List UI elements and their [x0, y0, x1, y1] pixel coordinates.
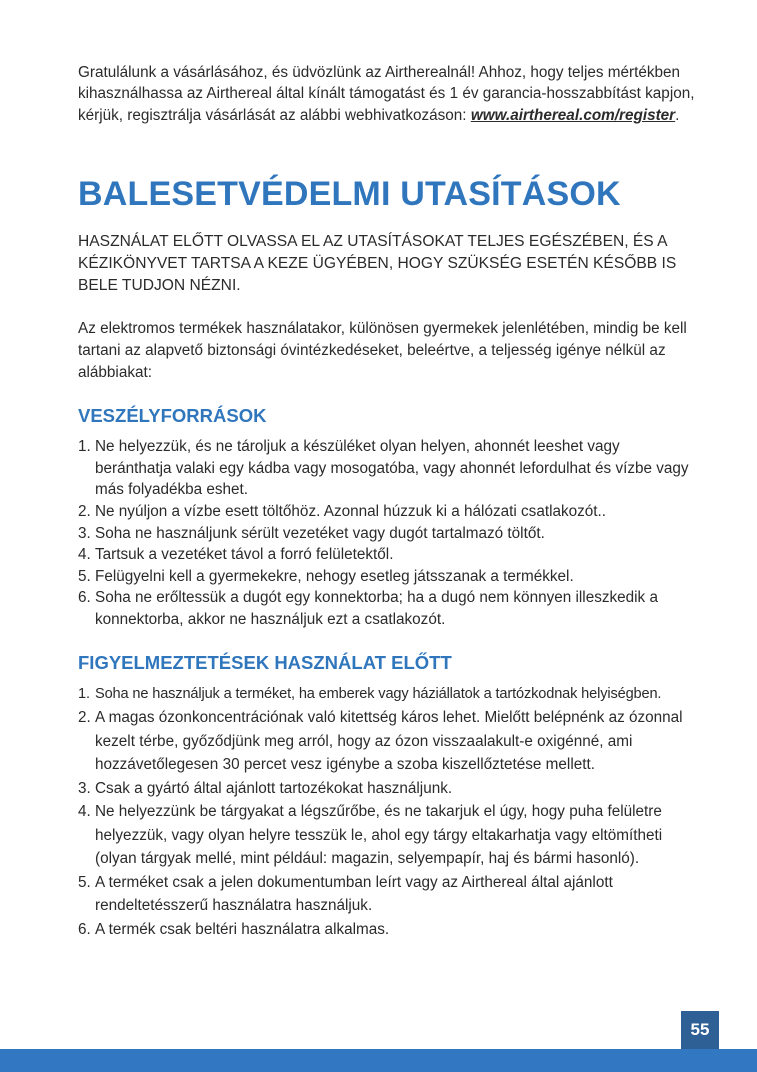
- bottom-bar: [0, 1049, 757, 1072]
- list-item: [78, 501, 698, 523]
- item-number: 2.: [78, 709, 91, 727]
- list-item: [78, 777, 698, 801]
- page-number-badge: 55: [681, 1011, 719, 1049]
- item-number: 1.: [78, 685, 90, 702]
- intro-after: .: [675, 106, 680, 124]
- list-item: [78, 436, 698, 501]
- list-item: [78, 683, 698, 707]
- item-number: 3.: [78, 779, 91, 797]
- register-link[interactable]: www.airthereal.com/register: [470, 106, 676, 124]
- list-item: [78, 544, 698, 566]
- item-text: A magas ózonkoncentrációnak való kitettség káros lehet. Mielőtt belépnénk az ózonnal kezelt térbe, győződjünk meg arról, hogy az ózon visszaalakult-e oxigénné, ami hozzávetőlegesen 30 percet vesz igénybe a szoba kiszellőztetése mellett.: [95, 709, 683, 774]
- item-number: 5.: [78, 873, 91, 891]
- item-text: Soha ne használjuk a terméket, ha emberek vagy háziállatok a tartózkodnak helyiségben.: [95, 685, 662, 702]
- item-text: A terméket csak a jelen dokumentumban leírt vagy az Airthereal által ajánlott rendeltetésszerű használatra használjuk.: [95, 873, 613, 915]
- page-content: [78, 62, 698, 941]
- list-item: [78, 800, 698, 871]
- caps-notice: HASZNÁLAT ELŐTT OLVASSA EL AZ UTASÍTÁSOKAT TELJES EGÉSZÉBEN, ÉS A KÉZIKÖNYVET TARTSA A KEZE ÜGYÉBEN, HOGY SZÜKSÉG ESETÉN KÉSŐBB IS BELE TUDJON NÉZNI.: [78, 233, 677, 295]
- list-item: [78, 871, 698, 918]
- item-number: 6.: [78, 920, 91, 938]
- warnings-heading: FIGYELMEZTETÉSEK HASZNÁLAT ELŐTT: [78, 651, 452, 673]
- list-item: [78, 918, 698, 942]
- item-text: Ne helyezzük, és ne tároljuk a készüléket olyan helyen, ahonnét leeshet vagy beránthatja valaki egy kádba vagy mosogatóba, vagy ahonnét lefordulhat és vízbe vagy más folyadékba eshet.: [95, 438, 689, 499]
- item-number: 2.: [78, 503, 91, 520]
- item-number: 6.: [78, 589, 91, 607]
- page-title: BALESETVÉDELMI UTASÍTÁSOK: [78, 175, 621, 214]
- item-text: Tartsuk a vezetéket távol a forró felületektől.: [95, 546, 394, 564]
- item-text: Csak a gyártó által ajánlott tartozékokat használjunk.: [95, 779, 453, 797]
- item-number: 3.: [78, 524, 91, 542]
- hazards-list: [78, 436, 698, 630]
- item-text: Soha ne használjunk sérült vezetéket vagy dugót tartalmazó töltőt.: [95, 524, 545, 542]
- item-number: 4.: [78, 546, 91, 564]
- item-number: 5.: [78, 567, 91, 585]
- intro-text: Gratulálunk a vásárlásához, és üdvözlünk az Airtherealnál! Ahhoz, hogy teljes mértékben kihasználhassa az Airthereal által kínált támogatást és 1 év garancia-hosszabbítást kapjon, kérjük, regisztrálja vásárlását az alábbi webhivatkozáson:: [78, 64, 695, 124]
- list-item: [78, 523, 698, 545]
- item-text: A termék csak beltéri használatra alkalmas.: [95, 920, 390, 938]
- list-item: [78, 566, 698, 588]
- item-number: 4.: [78, 803, 91, 821]
- list-item: [78, 587, 698, 630]
- list-item: [78, 706, 698, 777]
- warnings-list: [78, 683, 698, 942]
- general-paragraph: Az elektromos termékek használatakor, különösen gyermekek jelenlétében, mindig be kell tartani az alapvető biztonsági óvintézkedéseket, beleértve, a teljesség igénye nélkül az alábbiakat:: [78, 320, 687, 382]
- hazards-heading: VESZÉLYFORRÁSOK: [78, 405, 267, 427]
- item-text: Ne nyúljon a vízbe esett töltőhöz. Azonnal húzzuk ki a hálózati csatlakozót..: [95, 503, 607, 520]
- item-text: Soha ne erőltessük a dugót egy konnektorba; ha a dugó nem könnyen illeszkedik a konnektorba, akkor ne használjuk ezt a csatlakozót.: [95, 589, 658, 628]
- item-text: Felügyelni kell a gyermekekre, nehogy esetleg játsszanak a termékkel.: [95, 567, 574, 585]
- item-text: Ne helyezzünk be tárgyakat a légszűrőbe, és ne takarjuk el úgy, hogy puha felületre helyezzük, vagy olyan helyre tesszük le, ahol egy tárgy eltakarhatja vagy eltömítheti (olyan tárgyak mellé, mint például: magazin, selyempapír, haj és bármi hasonló).: [95, 803, 663, 868]
- item-number: 1.: [78, 438, 91, 456]
- intro-paragraph: [78, 62, 698, 126]
